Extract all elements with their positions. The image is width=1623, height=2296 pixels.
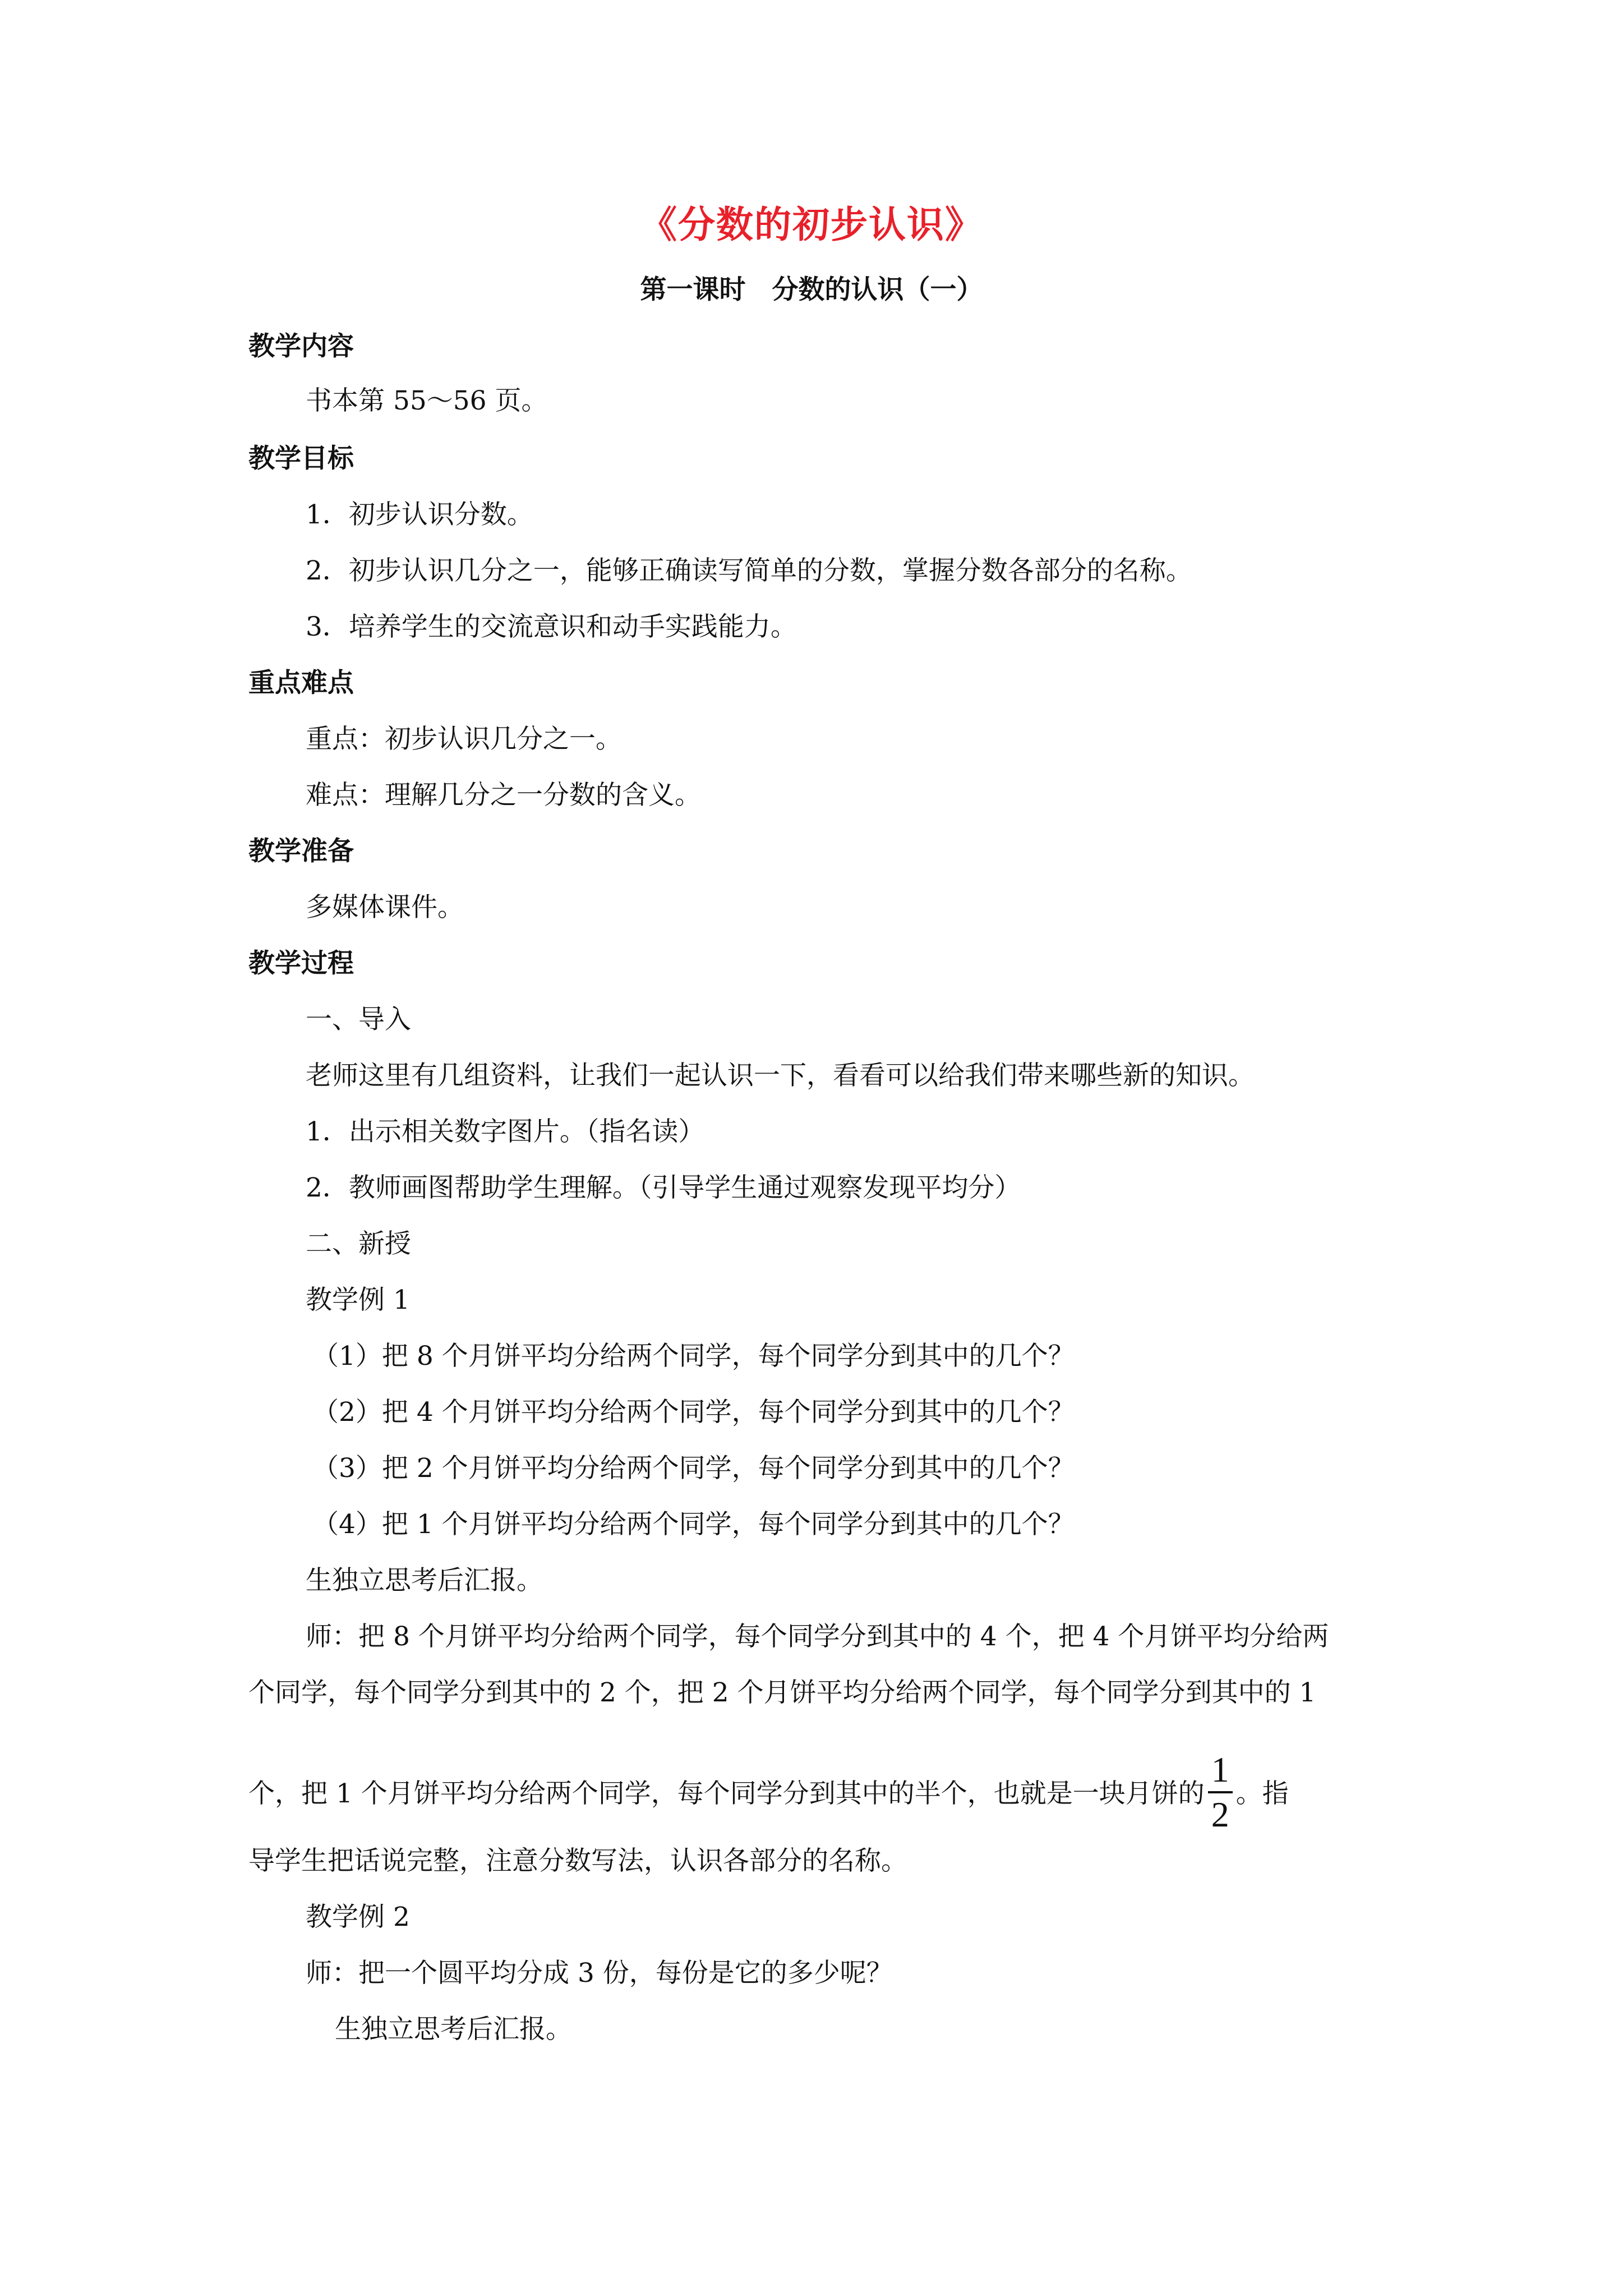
part1-step-1: 1．出示相关数字图片。（指名读） <box>306 1116 705 1147</box>
prep-text: 多媒体课件。 <box>306 892 464 923</box>
example1-title: 教学例 1 <box>306 1285 410 1315</box>
example2-title: 教学例 2 <box>306 1902 410 1932</box>
part1-step-2: 2．教师画图帮助学生理解。（引导学生通过观察发现平均分） <box>306 1172 1021 1203</box>
document-title: 《分数的初步认识》 <box>640 203 983 246</box>
student-report-2: 生独立思考后汇报。 <box>335 2014 572 2045</box>
goals-heading: 教学目标 <box>248 443 354 474</box>
teacher-paragraph-line-3 <box>248 1750 1289 1838</box>
part1-intro: 老师这里有几组资料，让我们一起认识一下，看看可以给我们带来哪些新的知识。 <box>306 1060 1255 1091</box>
teacher-paragraph-line-4: 导学生把话说完整，注意分数写法，认识各部分的名称。 <box>248 1846 907 1876</box>
lesson-subtitle: 第一课时 分数的认识（一） <box>640 274 983 305</box>
fraction-one-half <box>1208 1750 1233 1835</box>
goal-item-1: 1．初步认识分数。 <box>306 499 533 530</box>
fraction-bar <box>1208 1791 1233 1793</box>
example2-question: 师：把一个圆平均分成 3 份，每份是它的多少呢？ <box>306 1958 893 1989</box>
question-3: （3）把 2 个月饼平均分给两个同学，每个同学分到其中的几个？ <box>312 1453 1075 1484</box>
teacher-line-3-text: 个，把 1 个月饼平均分给两个同学，每个同学分到其中的半个，也就是一块月饼的 <box>248 1778 1205 1809</box>
teacher-paragraph-line-1: 师：把 8 个月饼平均分给两个同学，每个同学分到其中的 4 个，把 4 个月饼平均分给两 <box>306 1621 1329 1652</box>
process-heading: 教学过程 <box>248 948 354 979</box>
key-point: 重点：初步认识几分之一。 <box>306 724 622 754</box>
question-4: （4）把 1 个月饼平均分给两个同学，每个同学分到其中的几个？ <box>312 1509 1075 1540</box>
difficulty: 难点：理解几分之一分数的含义。 <box>306 780 701 811</box>
content-heading: 教学内容 <box>248 331 354 362</box>
fraction-denominator: 2 <box>1211 1795 1229 1834</box>
key-difficulty-heading: 重点难点 <box>248 668 354 698</box>
question-1: （1）把 8 个月饼平均分给两个同学，每个同学分到其中的几个？ <box>312 1341 1075 1372</box>
fraction-numerator: 1 <box>1211 1750 1229 1789</box>
question-2: （2）把 4 个月饼平均分给两个同学，每个同学分到其中的几个？ <box>312 1397 1075 1428</box>
part1-title: 一、导入 <box>306 1004 411 1035</box>
teacher-line-3-tail: 。指 <box>1235 1778 1289 1809</box>
content-text: 书本第 55～56 页。 <box>306 385 548 416</box>
student-report-1: 生独立思考后汇报。 <box>306 1565 543 1596</box>
goal-item-2: 2．初步认识几分之一，能够正确读写简单的分数，掌握分数各部分的名称。 <box>306 555 1192 586</box>
prep-heading: 教学准备 <box>248 836 354 867</box>
part2-title: 二、新授 <box>306 1228 411 1259</box>
teacher-paragraph-line-2: 个同学，每个同学分到其中的 2 个，把 2 个月饼平均分给两个同学，每个同学分到其中的 1 <box>248 1677 1316 1708</box>
goal-item-3: 3．培养学生的交流意识和动手实践能力。 <box>306 611 797 642</box>
